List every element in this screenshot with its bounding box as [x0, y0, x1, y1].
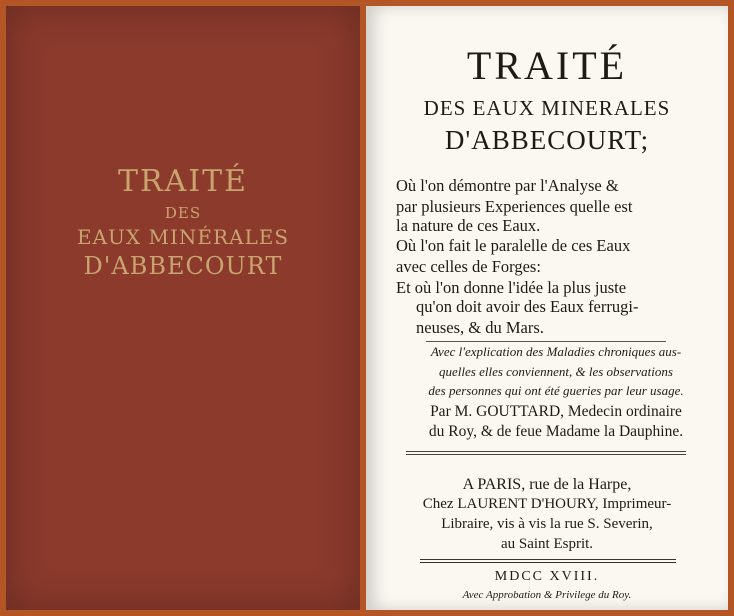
book-cover — [6, 6, 360, 610]
body-line: Où l'on démontre par l'Analyse & — [396, 176, 619, 195]
divider — [406, 451, 686, 452]
page-title-sub: DES EAUX MINERALES — [423, 96, 671, 120]
author-line: du Roy, & de feue Madame la Dauphine. — [428, 423, 684, 440]
title-page — [366, 6, 728, 610]
italic-line: Avec l'explication des Maladies chroniques aus- — [430, 344, 682, 359]
cover-title-line2: DES — [164, 204, 202, 222]
imprint-line: au Saint Esprit. — [500, 536, 594, 552]
body-line: Où l'on fait le paralelle de ces Eaux — [396, 236, 631, 255]
imprint-line: Libraire, vis à vis la rue S. Severin, — [441, 516, 653, 532]
page-title-main: TRAITÉ — [466, 43, 628, 88]
approbation-line: Avec Approbation & Privilege du Roy. — [462, 589, 632, 601]
page-title-place: D'ABBECOURT; — [444, 125, 650, 155]
divider — [406, 454, 686, 455]
body-line: qu'on doit avoir des Eaux ferrugi- — [416, 297, 639, 316]
cover-title-line3: EAUX MINÉRALES — [76, 225, 290, 249]
italic-line: des personnes qui ont été gueries par leur usage. — [428, 383, 684, 398]
divider — [420, 562, 676, 563]
author-line: Par M. GOUTTARD, Medecin ordinaire — [430, 403, 682, 420]
divider — [426, 341, 666, 342]
publication-date: MDCC XVIII. — [494, 569, 600, 584]
body-line: neuses, & du Mars. — [416, 318, 544, 337]
cover-title-line4: D'ABBECOURT — [83, 252, 283, 280]
imprint-line: Chez LAURENT D'HOURY, Imprimeur- — [422, 496, 672, 512]
italic-line: quelles elles conviennent, & les observations — [439, 364, 673, 379]
body-line: la nature de ces Eaux. — [396, 216, 541, 235]
body-line: par plusieurs Experiences quelle est — [396, 197, 633, 216]
body-line: avec celles de Forges: — [396, 257, 541, 276]
body-line: Et où l'on donne l'idée la plus juste — [396, 278, 627, 297]
divider — [420, 559, 676, 560]
imprint-line: A PARIS, rue de la Harpe, — [462, 476, 632, 493]
cover-title-line1: TRAITÉ — [117, 164, 249, 199]
